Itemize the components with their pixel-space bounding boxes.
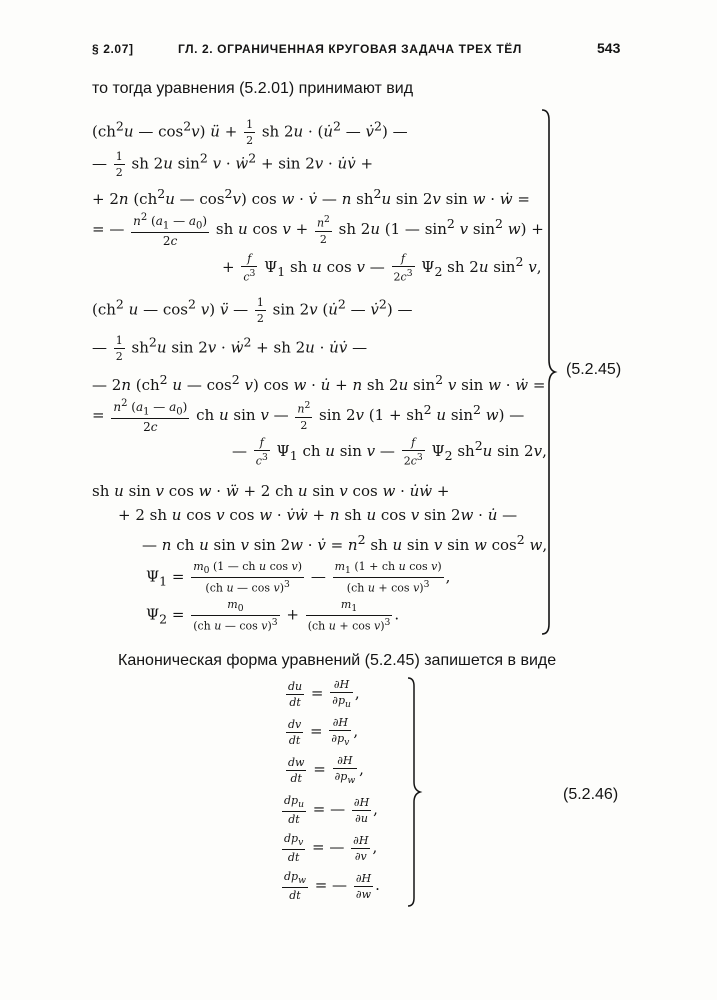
eq2-line4: = $\frac{n^2 (a_1 — a_0)}{2c}$ ch u sin v — $\frac{n^2}{2}$ sin 2v ($1 + sh^2$ u $\sin^2 w$) — (92, 398, 525, 435)
intro-text: то тогда уравнения (5.2.01) принимают вид (92, 80, 414, 97)
psi2-definition: $\Psi_2$ = $\frac{m_0}{(ch u — \cos v)^3}$ + $\frac{m_1}{(ch u + \cos v)^3}$ . (146, 598, 400, 633)
eq1-line4: = — $\frac{n^2 (a_1 — a_0)}{2c}$ sh u cos v + $\frac{n^2}{2}$ sh 2u (1 — $\sin^2 v$ $\sin^2 w$) + (92, 212, 544, 249)
eq1-line3: + 2n ($ch^2u$ — $\cos^2v$) cos w · v̇ — n $sh^2u$ sin 2v sin w · ẇ = (92, 186, 530, 208)
eq3-line2: + 2 sh u cos v cos w · v̇ẇ + n sh u cos v sin 2w · u̇ — (118, 506, 518, 524)
canonical-eq-v: $\frac{dv}{dt}$ = $\frac{\partial H}{\partial p_v}$ , (288, 716, 359, 749)
eq1-line5: + $\frac{f}{c^3}$ $\Psi_1$ sh u cos v — $\frac{f}{2c^3}$ $\Psi_2$ sh 2u $\sin^2 v$, (222, 252, 542, 284)
eq3-line1: sh u sin v cos w · ẅ + 2 ch u sin v cos w · u̇ẇ + (92, 482, 450, 500)
eq2-line5: — $\frac{f}{c^3}$ $\Psi_1$ ch u sin v — $\frac{f}{2c^3}$ $\Psi_2$ $sh^2u$ sin 2v, (232, 436, 547, 468)
eq2-line2: — $\frac{1}{2}$ $sh^2u$ sin 2v · ẇ$^2$ + sh 2u · u̇v̇ — (92, 334, 368, 363)
canonical-eq-u: $\frac{du}{dt}$ = $\frac{\partial H}{\partial p_u}$ , (288, 678, 360, 711)
section-ref: § 2.07] (92, 42, 134, 56)
eq2-line3: — 2n ($ch^2$ u — $\cos^2 v$) cos w · u̇ + n sh 2u $\sin^2 v$ sin w · ẇ = (92, 372, 546, 394)
eq3-line3: — n ch u sin v sin 2w · v̇ = $n^2$ sh u sin v sin w $\cos^2 w$, (142, 532, 548, 554)
canonical-eq-pv: $\frac{dp_v}{dt}$ = — $\frac{\partial H}{\partial v}$ , (284, 832, 378, 865)
system-545-brace (536, 108, 560, 638)
canonical-eq-pu: $\frac{dp_u}{dt}$ = — $\frac{\partial H}{\partial u}$ , (284, 794, 378, 827)
canonical-text: Каноническая форма уравнений (5.2.45) запишется в виде (118, 652, 557, 669)
system-546-brace (404, 676, 426, 908)
system-546-label: (5.2.46) (563, 786, 619, 803)
page-number: 543 (597, 40, 621, 56)
canonical-eq-w: $\frac{dw}{dt}$ = $\frac{\partial H}{\partial p_w}$ , (288, 754, 364, 787)
eq1-line1: ($ch^2u$ — $\cos^2v$) ü + $\frac{1}{2}$ sh 2u · (u̇$^2$ — v̇$^2$) — (92, 118, 408, 147)
system-545-label: (5.2.45) (566, 361, 622, 378)
eq1-line2: — $\frac{1}{2}$ sh 2u $\sin^2 v$ · ẇ$^2$ + sin 2v · u̇v̇ + (92, 150, 374, 179)
chapter-title: ГЛ. 2. ОГРАНИЧЕННАЯ КРУГОВАЯ ЗАДАЧА ТРЕХ ТЁЛ (178, 42, 522, 56)
canonical-eq-pw: $\frac{dp_w}{dt}$ = — $\frac{\partial H}{\partial w}$ . (284, 870, 380, 903)
eq2-line1: ($ch^2$ u — $\cos^2 v$) v̈ — $\frac{1}{2}$ sin 2v (u̇$^2$ — v̇$^2$) — (92, 296, 413, 325)
psi1-definition: $\Psi_1$ = $\frac{m_0 (1 — ch u \cos v)}{(ch u — \cos v)^3}$ — $\frac{m_1 (1 + ch u \cos v)}{(ch u + \cos v)^3}$ , (146, 560, 451, 595)
